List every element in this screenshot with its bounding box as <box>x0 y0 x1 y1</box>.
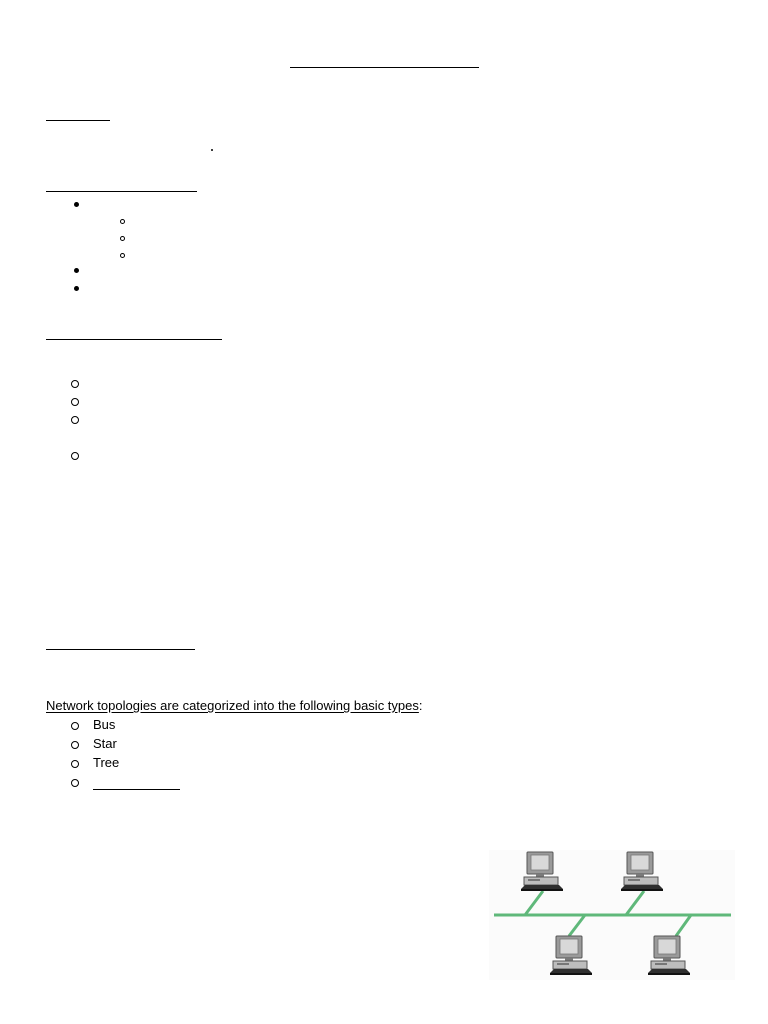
bus-topology-diagram-icon <box>489 850 735 980</box>
section-4-heading-blank <box>46 649 195 650</box>
sentence-period <box>211 149 213 151</box>
list-bullet <box>71 398 79 406</box>
bullet-point <box>74 202 79 207</box>
section-1-heading-blank <box>46 120 110 121</box>
list-bullet <box>71 741 79 749</box>
list-bullet <box>71 722 79 730</box>
section-3-heading-blank <box>46 339 222 340</box>
topologies-intro <box>46 698 423 714</box>
bullet-point <box>74 268 79 273</box>
topology-item-bus: Bus <box>93 717 116 732</box>
list-bullet <box>71 760 79 768</box>
topology-item-tree: Tree <box>93 755 120 770</box>
topology-item-star: Star <box>93 736 117 751</box>
list-bullet <box>71 380 79 388</box>
topology-item-blank <box>93 789 180 790</box>
topologies-intro-text: Network topologies are categorized into the following basic types <box>46 698 419 713</box>
title-blank <box>290 67 479 68</box>
list-bullet <box>71 779 79 787</box>
sub-bullet <box>120 253 125 258</box>
bus-topology-figure <box>489 850 735 980</box>
list-bullet <box>71 452 79 460</box>
bullet-point <box>74 286 79 291</box>
list-bullet <box>71 416 79 424</box>
topologies-intro-colon: : <box>418 698 423 713</box>
sub-bullet <box>120 236 125 241</box>
section-2-heading-blank <box>46 191 197 192</box>
sub-bullet <box>120 219 125 224</box>
